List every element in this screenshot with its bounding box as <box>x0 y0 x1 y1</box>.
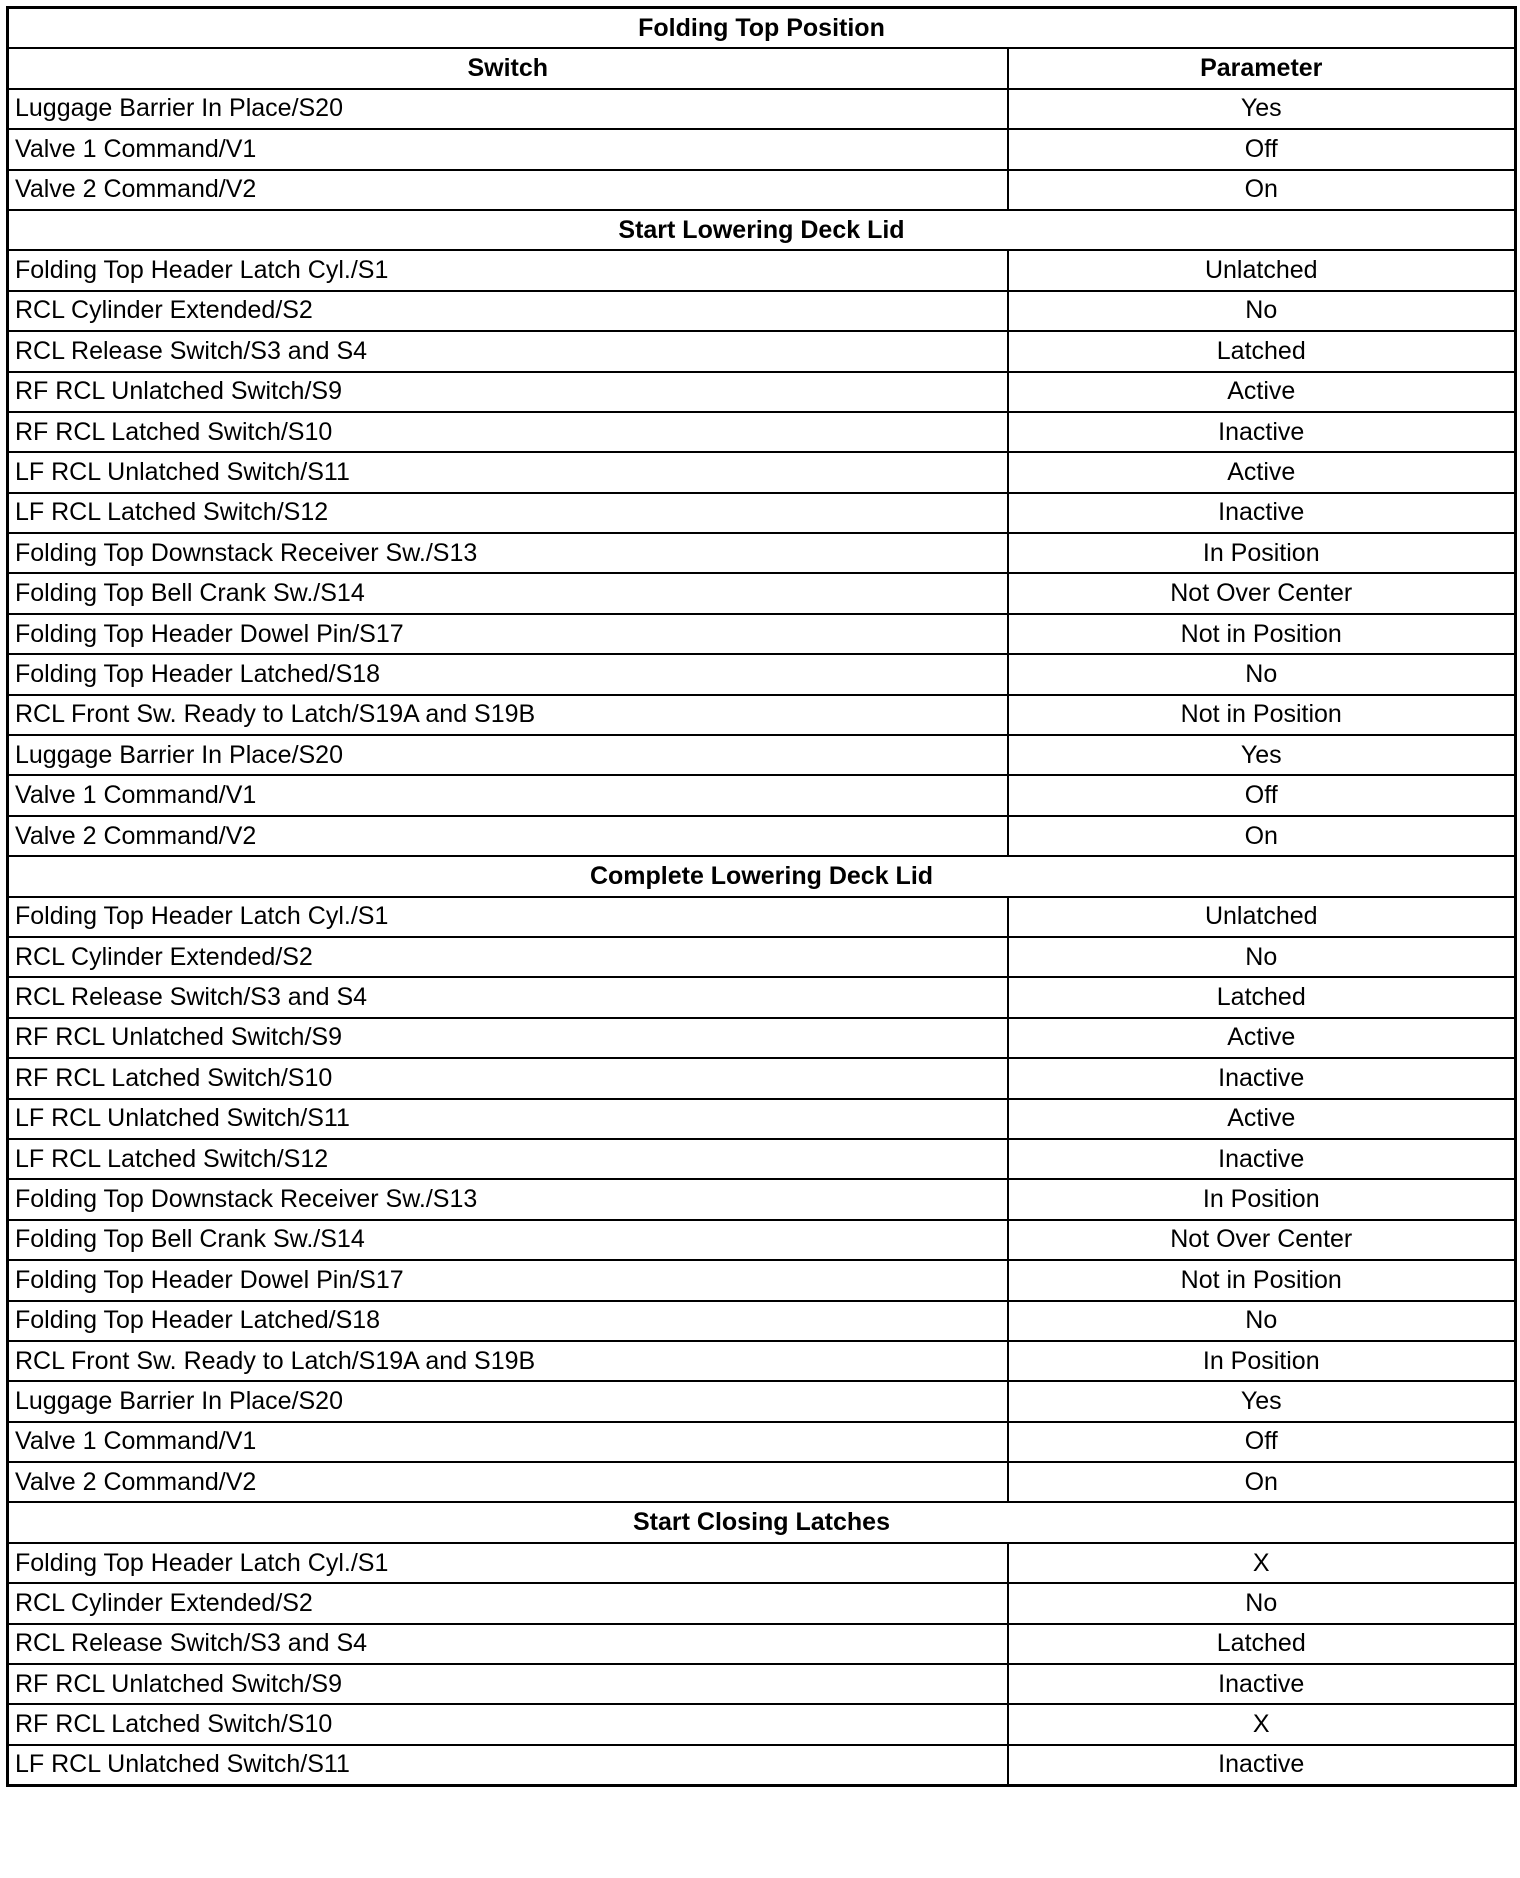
table-row <box>8 170 1516 210</box>
parameter-value: In Position <box>1008 1179 1516 1219</box>
parameter-value: Not in Position <box>1008 1260 1516 1300</box>
switch-name: LF RCL Latched Switch/S12 <box>8 493 1008 533</box>
switch-name: Luggage Barrier In Place/S20 <box>8 735 1008 775</box>
table-row <box>8 1624 1516 1664</box>
section-title: Start Closing Latches <box>8 1502 1516 1542</box>
switch-name: RCL Front Sw. Ready to Latch/S19A and S19B <box>8 1341 1008 1381</box>
switch-name: Valve 1 Command/V1 <box>8 775 1008 815</box>
parameter-value: In Position <box>1008 533 1516 573</box>
section-title: Start Lowering Deck Lid <box>8 210 1516 250</box>
parameter-value: Not Over Center <box>1008 1220 1516 1260</box>
table-row <box>8 89 1516 129</box>
table-row <box>8 654 1516 694</box>
table-row <box>8 1462 1516 1502</box>
table-row <box>8 614 1516 654</box>
table-row <box>8 1341 1516 1381</box>
parameter-value: Active <box>1008 372 1516 412</box>
parameter-value: Yes <box>1008 89 1516 129</box>
table-row <box>8 1543 1516 1583</box>
parameter-value: Latched <box>1008 331 1516 371</box>
parameter-value: No <box>1008 291 1516 331</box>
parameter-value: Not Over Center <box>1008 573 1516 613</box>
switch-name: Luggage Barrier In Place/S20 <box>8 1381 1008 1421</box>
parameter-value: Unlatched <box>1008 897 1516 937</box>
parameter-value: Latched <box>1008 1624 1516 1664</box>
switch-name: Folding Top Header Latched/S18 <box>8 654 1008 694</box>
switch-name: RF RCL Unlatched Switch/S9 <box>8 372 1008 412</box>
parameter-value: Yes <box>1008 735 1516 775</box>
parameter-value: On <box>1008 816 1516 856</box>
parameter-value: No <box>1008 1301 1516 1341</box>
switch-name: RCL Front Sw. Ready to Latch/S19A and S19B <box>8 695 1008 735</box>
parameter-value: On <box>1008 170 1516 210</box>
switch-name: RCL Cylinder Extended/S2 <box>8 291 1008 331</box>
table-row <box>8 1220 1516 1260</box>
parameter-value: Inactive <box>1008 412 1516 452</box>
table-row <box>8 533 1516 573</box>
switch-name: Folding Top Bell Crank Sw./S14 <box>8 1220 1008 1260</box>
switch-name: RCL Release Switch/S3 and S4 <box>8 331 1008 371</box>
parameter-value: Unlatched <box>1008 250 1516 290</box>
switch-name: RF RCL Latched Switch/S10 <box>8 1704 1008 1744</box>
document-frame <box>6 6 1514 1787</box>
table-row <box>8 816 1516 856</box>
table-row <box>8 1018 1516 1058</box>
table-body <box>8 89 1516 1786</box>
switch-column-header: Switch <box>8 48 1008 88</box>
table-row <box>8 1704 1516 1744</box>
switch-name: RF RCL Latched Switch/S10 <box>8 1058 1008 1098</box>
table-row <box>8 937 1516 977</box>
parameter-value: No <box>1008 1583 1516 1623</box>
table-row <box>8 977 1516 1017</box>
title-row <box>8 8 1516 49</box>
header-row <box>8 48 1516 88</box>
table-row <box>8 1179 1516 1219</box>
parameter-value: In Position <box>1008 1341 1516 1381</box>
table-row <box>8 452 1516 492</box>
table-title: Folding Top Position <box>8 8 1516 49</box>
table-row <box>8 493 1516 533</box>
parameter-value: No <box>1008 937 1516 977</box>
section-row <box>8 1502 1516 1542</box>
table-row <box>8 1583 1516 1623</box>
table-row <box>8 1422 1516 1462</box>
switch-name: Folding Top Header Latch Cyl./S1 <box>8 1543 1008 1583</box>
parameter-value: No <box>1008 654 1516 694</box>
parameter-value: Inactive <box>1008 1058 1516 1098</box>
table-row <box>8 412 1516 452</box>
switch-name: Valve 2 Command/V2 <box>8 1462 1008 1502</box>
switch-name: Folding Top Downstack Receiver Sw./S13 <box>8 1179 1008 1219</box>
table-row <box>8 1260 1516 1300</box>
switch-name: LF RCL Unlatched Switch/S11 <box>8 452 1008 492</box>
switch-name: Folding Top Header Dowel Pin/S17 <box>8 614 1008 654</box>
table-row <box>8 331 1516 371</box>
switch-name: RCL Release Switch/S3 and S4 <box>8 977 1008 1017</box>
switch-name: Valve 2 Command/V2 <box>8 816 1008 856</box>
switch-name: Luggage Barrier In Place/S20 <box>8 89 1008 129</box>
parameter-value: Active <box>1008 1099 1516 1139</box>
parameter-value: Inactive <box>1008 1745 1516 1786</box>
table-row <box>8 573 1516 613</box>
table-row <box>8 291 1516 331</box>
switch-parameter-table <box>6 6 1517 1787</box>
switch-name: Folding Top Header Latched/S18 <box>8 1301 1008 1341</box>
parameter-value: On <box>1008 1462 1516 1502</box>
section-title: Complete Lowering Deck Lid <box>8 856 1516 896</box>
switch-name: RF RCL Unlatched Switch/S9 <box>8 1018 1008 1058</box>
parameter-value: Off <box>1008 1422 1516 1462</box>
table-row <box>8 372 1516 412</box>
table-row <box>8 129 1516 169</box>
switch-name: Folding Top Downstack Receiver Sw./S13 <box>8 533 1008 573</box>
switch-name: Folding Top Header Latch Cyl./S1 <box>8 897 1008 937</box>
section-row <box>8 856 1516 896</box>
table-row <box>8 1381 1516 1421</box>
switch-name: Valve 1 Command/V1 <box>8 129 1008 169</box>
switch-name: LF RCL Latched Switch/S12 <box>8 1139 1008 1179</box>
parameter-value: Not in Position <box>1008 695 1516 735</box>
parameter-value: Yes <box>1008 1381 1516 1421</box>
parameter-value: Inactive <box>1008 493 1516 533</box>
table-row <box>8 897 1516 937</box>
switch-name: RCL Release Switch/S3 and S4 <box>8 1624 1008 1664</box>
parameter-value: Inactive <box>1008 1139 1516 1179</box>
parameter-value: Off <box>1008 775 1516 815</box>
table-row <box>8 775 1516 815</box>
parameter-value: Not in Position <box>1008 614 1516 654</box>
parameter-value: Latched <box>1008 977 1516 1017</box>
parameter-value: Active <box>1008 452 1516 492</box>
switch-name: Folding Top Header Latch Cyl./S1 <box>8 250 1008 290</box>
table-row <box>8 1139 1516 1179</box>
parameter-value: Off <box>1008 129 1516 169</box>
parameter-value: X <box>1008 1543 1516 1583</box>
switch-name: Valve 2 Command/V2 <box>8 170 1008 210</box>
parameter-value: Inactive <box>1008 1664 1516 1704</box>
switch-name: RCL Cylinder Extended/S2 <box>8 1583 1008 1623</box>
switch-name: RF RCL Unlatched Switch/S9 <box>8 1664 1008 1704</box>
switch-name: RCL Cylinder Extended/S2 <box>8 937 1008 977</box>
switch-name: Valve 1 Command/V1 <box>8 1422 1008 1462</box>
switch-name: Folding Top Header Dowel Pin/S17 <box>8 1260 1008 1300</box>
parameter-value: X <box>1008 1704 1516 1744</box>
switch-name: LF RCL Unlatched Switch/S11 <box>8 1099 1008 1139</box>
table-row <box>8 1301 1516 1341</box>
table-row <box>8 1745 1516 1786</box>
switch-name: LF RCL Unlatched Switch/S11 <box>8 1745 1008 1786</box>
parameter-value: Active <box>1008 1018 1516 1058</box>
table-row <box>8 250 1516 290</box>
table-row <box>8 1099 1516 1139</box>
switch-name: Folding Top Bell Crank Sw./S14 <box>8 573 1008 613</box>
table-row <box>8 1664 1516 1704</box>
section-row <box>8 210 1516 250</box>
switch-name: RF RCL Latched Switch/S10 <box>8 412 1008 452</box>
parameter-column-header: Parameter <box>1008 48 1516 88</box>
table-row <box>8 695 1516 735</box>
table-row <box>8 1058 1516 1098</box>
table-row <box>8 735 1516 775</box>
